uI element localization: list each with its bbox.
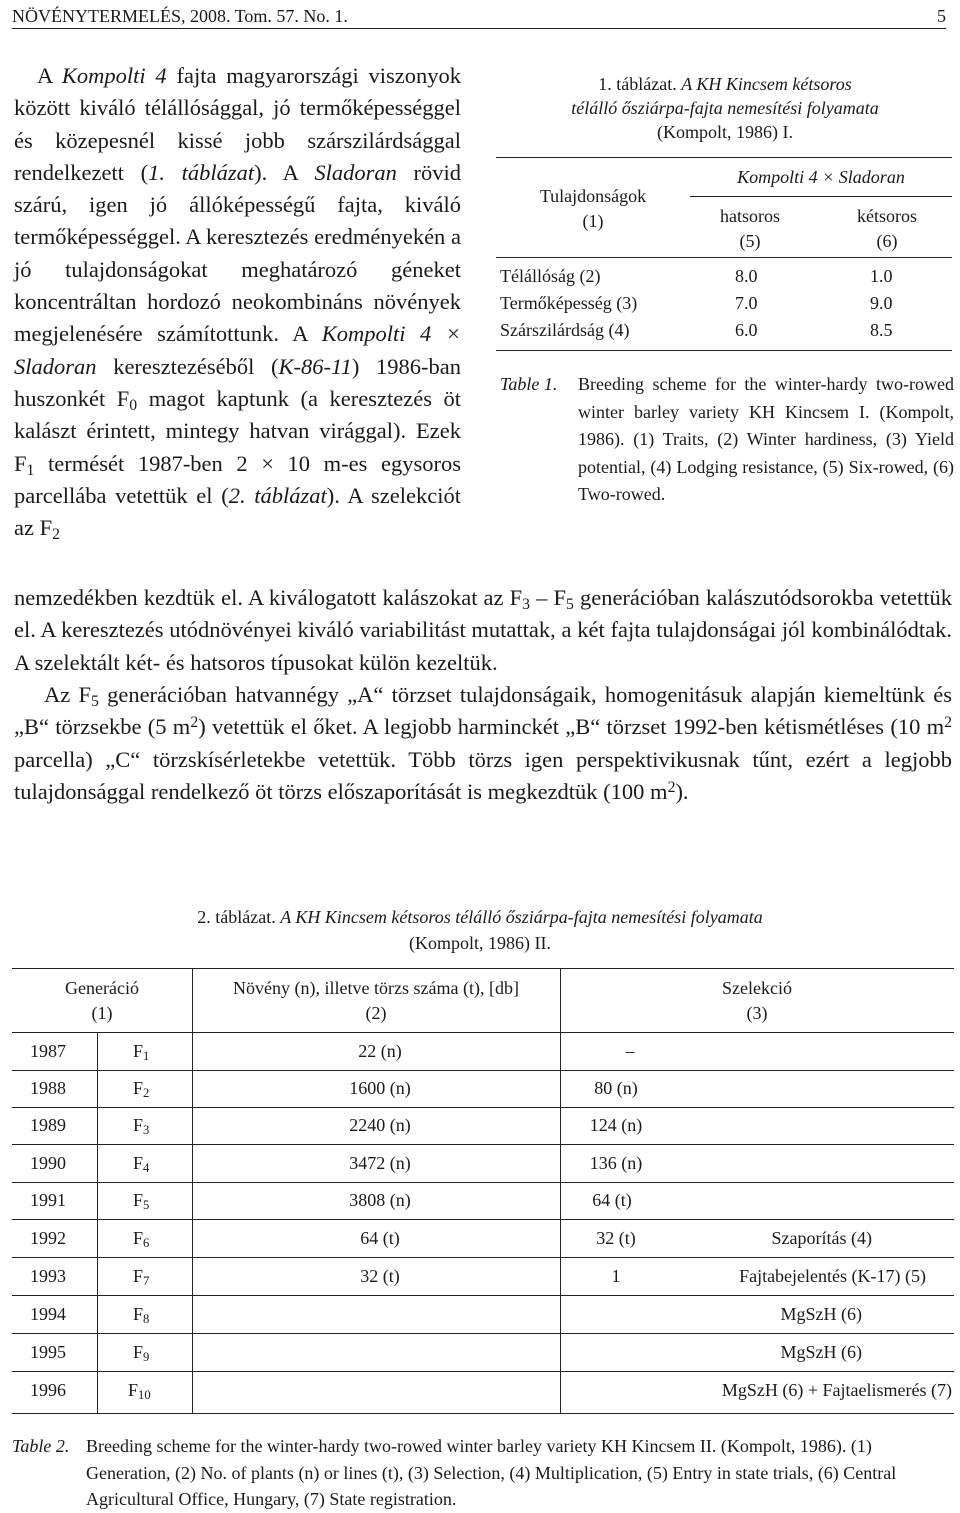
table-1-cell-value: 1.0 — [870, 266, 893, 286]
table-2-header-generation — [12, 976, 192, 1026]
table-2-plants: 2240 (n) — [349, 1115, 411, 1135]
table-1-cell-trait: Termőképesség (3) — [500, 293, 638, 313]
table-2-year: 1989 — [30, 1115, 66, 1135]
table-2-row-rule — [12, 1219, 954, 1220]
header-label: Tulajdonságok — [539, 186, 647, 206]
generation-letter: F — [133, 1190, 144, 1210]
table-2-generation — [133, 1304, 149, 1325]
table-1-header-tworow — [822, 204, 952, 254]
caption-title: télálló ősziárpa-fajta nemesítési folyamata — [571, 98, 879, 118]
generation-index: 7 — [143, 1274, 150, 1289]
table-2-lines: 80 (n) — [594, 1078, 638, 1098]
table-2-header-rule — [12, 1032, 954, 1033]
table-1-cell-value: 6.0 — [735, 320, 758, 340]
generation-letter: F — [133, 1342, 144, 1362]
caption-prefix: 1. táblázat. — [598, 74, 677, 94]
table-2-year: 1987 — [30, 1041, 66, 1061]
text-run: nemzedékben kezdtük el. A kiválogatott kalászokat az F — [14, 585, 523, 610]
generation-index: 9 — [143, 1350, 150, 1365]
text-run: rövid szárú, igen jó állóképességű fajta, kiváló termőképességgel. A keresztezés eredményekén a jó tulajdonságokat meghatározó géneket koncentráltan hordozó neokombináns növények megjelenésére számítottunk. A — [14, 159, 461, 347]
table-1-cell-value: 9.0 — [870, 293, 893, 313]
table-2-year: 1992 — [30, 1228, 66, 1248]
table-2-selection: Szaporítás (4) — [771, 1228, 872, 1248]
table-2-divider — [192, 968, 193, 1413]
generation-index: 3 — [143, 1123, 150, 1138]
table-2-generation — [133, 1266, 149, 1287]
table-2-selection: Fajtabejelentés (K-17) (5) — [739, 1266, 926, 1286]
table-2-row-rule — [12, 1333, 954, 1334]
variety-name: Sladoran — [314, 159, 397, 185]
table-2-plants: 3808 (n) — [349, 1190, 411, 1210]
text-run: ) 1986-ban huszonkét F — [14, 353, 461, 411]
table-2-footnote — [12, 1433, 954, 1513]
footnote-text: Breeding scheme for the winter-hardy two-rowed winter barley variety KH Kincsem I. (Kompolt, 1986). (1) Traits, (2) Winter hardiness, (3) Yield potential, (4) Lodging resistance, (5) Six-rowed, (6) Two-rowed. — [578, 374, 954, 504]
text-run: generációban hatvannégy „A“ törzset tulajdonságaik, homogenitásuk alapján kiemeltünk és „B“ törzsekbe (5 m — [14, 682, 952, 740]
caption-title: A KH Kincsem kétsoros télálló ősziárpa-fajta nemesítési folyamata — [280, 907, 763, 927]
variety-name: Kompolti 4 — [61, 63, 167, 88]
table-2-row-rule — [12, 1371, 954, 1372]
table-2-divider — [97, 1032, 98, 1413]
generation-index: 2 — [143, 1086, 150, 1101]
subscript: 1 — [26, 461, 35, 479]
table-2-row-rule — [12, 1182, 954, 1183]
text-run: termését 1987-ben 2 × 10 m-es egysoros parcellába vetettük el ( — [14, 450, 461, 508]
generation-index: 10 — [138, 1388, 151, 1403]
generation-index: 5 — [143, 1198, 150, 1213]
header-label: Növény (n), illetve törzs száma (t), [db] — [233, 978, 519, 998]
generation-letter: F — [133, 1304, 144, 1324]
page-number: 5 — [937, 6, 946, 26]
table-2-plants: 1600 (n) — [349, 1078, 411, 1098]
table-2-lines: 1 — [611, 1266, 621, 1286]
text-run: Az F — [44, 682, 91, 707]
paragraph-1-continuation — [14, 582, 952, 679]
table-2-selection: MgSzH (6) + Fajtaelismerés (7) — [721, 1380, 952, 1400]
table-1-header-cross: Kompolti 4 × Sladoran — [737, 167, 905, 187]
header-label: (1) — [582, 211, 604, 231]
table-2-year: 1990 — [30, 1153, 66, 1173]
text-run: generációban kalászutódsorokba vetettük el. A keresztezés utódnövényei kiváló variabilitást mutattak, a két fajta tulajdonságai jól kombinálódtak. A szelektált két- és hatsoros típusokat külön kezeltük. — [14, 585, 953, 675]
table-1-header-traits — [498, 184, 688, 234]
header-label: (2) — [365, 1003, 387, 1023]
text-run: magot kaptunk (a keresztezés öt kalászt érintett, mintegy hatvan virággal). Ezek F — [14, 385, 461, 476]
caption-prefix: 2. táblázat. — [197, 907, 276, 927]
generation-letter: F — [133, 1228, 144, 1248]
table-reference: 2. táblázat — [228, 482, 327, 508]
footnote-text: Breeding scheme for the winter-hardy two-rowed winter barley variety KH Kincsem II. (Kompolt, 1986). (1) Generation, (2) No. of plants (n) or lines (t), (3) Selection, (4) Multiplication, (5) Entry in state trials, (6) Central Agricultural Office, Hungary, (7) State registration. — [86, 1436, 897, 1509]
table-2-lines: – — [625, 1041, 635, 1061]
table-2-plants: 64 (t) — [360, 1228, 400, 1248]
table-1-header-sixrow — [690, 204, 810, 254]
text-run: ). A — [254, 159, 315, 185]
table-2-generation — [133, 1078, 149, 1099]
text-run: fajta magyarországi viszonyok között kiváló télállósággal, jó termőképességgel és közepesnél kissé jobb szárszilárdsággal rendelkezett ( — [14, 63, 461, 185]
footnote-label: Table 2. — [12, 1436, 70, 1456]
running-header — [12, 6, 946, 29]
table-2-generation — [133, 1190, 149, 1211]
subscript: 5 — [90, 692, 99, 710]
table-2-year: 1991 — [30, 1190, 66, 1210]
table-2-row-rule — [12, 1257, 954, 1258]
generation-index: 8 — [143, 1312, 150, 1327]
table-2-lines: 124 (n) — [589, 1115, 643, 1135]
generation-index: 1 — [143, 1049, 150, 1064]
header-label: Generáció — [65, 978, 139, 998]
header-label: (3) — [746, 1003, 768, 1023]
table-1-cell-trait: Télállóság (2) — [500, 266, 601, 286]
table-2-lines: 32 (t) — [596, 1228, 636, 1248]
table-2-generation — [128, 1380, 151, 1401]
cross-name: Kompolti 4 × Sladoran — [14, 321, 461, 379]
table-1-cell-value: 8.5 — [870, 320, 893, 340]
text-run: A — [37, 63, 62, 88]
table-2-plants: 22 (n) — [358, 1041, 402, 1061]
generation-letter: F — [133, 1153, 144, 1173]
header-label: hatsoros — [720, 206, 780, 226]
table-2-year: 1993 — [30, 1266, 66, 1286]
table-2-caption — [0, 904, 960, 956]
superscript: 2 — [944, 714, 952, 732]
table-reference: 1. táblázat — [148, 159, 255, 185]
table-2-header-selection — [560, 976, 954, 1026]
subscript: 3 — [522, 595, 531, 613]
superscript: 2 — [190, 714, 199, 732]
text-run: keresztezéséből ( — [96, 353, 279, 379]
table-2-row-rule — [12, 1107, 954, 1108]
generation-letter: F — [133, 1078, 144, 1098]
text-run: ) vetettük el őket. A legjobb harminckét „B“ törzset 1992-ben kétismétléses (10 m — [198, 714, 945, 740]
table-2-generation — [133, 1041, 149, 1062]
table-2-year: 1994 — [30, 1304, 66, 1324]
table-2-lines: 64 (t) — [592, 1190, 632, 1210]
table-1-header-rule — [496, 257, 952, 258]
text-run: parcella) „C“ törzskísérletekbe vetettük. Több törzs igen perspektivikusnak tűnt, ezért a legjobb tulajdonsággal rendelkező öt törzs előszaporítását is megkezdtük (100 m — [14, 746, 952, 804]
table-2-selection: MgSzH (6) — [780, 1304, 862, 1324]
paragraph-1-column — [14, 60, 461, 544]
table-1-span-rule — [690, 196, 952, 197]
table-2-generation — [133, 1153, 149, 1174]
table-2-plants: 32 (t) — [360, 1266, 400, 1286]
text-run: ). — [675, 778, 689, 804]
caption-suffix: (Kompolt, 1986) I. — [657, 122, 793, 142]
table-1-cell-value: 7.0 — [735, 293, 758, 313]
table-2-row-rule — [12, 1295, 954, 1296]
table-1-footnote — [500, 371, 954, 509]
header-label: Szelekció — [722, 978, 792, 998]
table-2-row-rule — [12, 1070, 954, 1071]
cross-code: K-86-11 — [278, 353, 352, 379]
generation-index: 6 — [143, 1236, 150, 1251]
header-label: (1) — [91, 1003, 113, 1023]
caption-title: A KH Kincsem kétsoros — [681, 74, 852, 94]
subscript: 0 — [129, 396, 138, 414]
table-2-year: 1996 — [30, 1380, 66, 1400]
table-2-generation — [133, 1115, 149, 1136]
table-1-bottom-rule — [496, 350, 952, 351]
header-label: (5) — [739, 231, 761, 251]
header-label: kétsoros — [857, 206, 917, 226]
table-1-cell-value: 8.0 — [735, 266, 758, 286]
table-2-generation — [133, 1228, 149, 1249]
journal-title: NÖVÉNYTERMELÉS, 2008. Tom. 57. No. 1. — [12, 6, 348, 26]
table-2-year: 1995 — [30, 1342, 66, 1362]
subscript: 2 — [52, 526, 60, 544]
generation-letter: F — [133, 1041, 144, 1061]
caption-suffix: (Kompolt, 1986) II. — [409, 933, 551, 953]
footnote-label: Table 1. — [500, 374, 558, 394]
table-2-bottom-rule — [12, 1413, 954, 1414]
table-1-caption — [490, 72, 960, 144]
generation-letter: F — [133, 1266, 144, 1286]
table-2-lines: 136 (n) — [589, 1153, 643, 1173]
generation-letter: F — [128, 1380, 139, 1400]
paragraph-2 — [14, 679, 952, 808]
table-2-plants: 3472 (n) — [349, 1153, 411, 1173]
superscript: 2 — [667, 778, 676, 796]
table-1-cell-trait: Szárszilárdság (4) — [500, 320, 630, 340]
subscript: 5 — [565, 595, 574, 613]
generation-index: 4 — [143, 1161, 150, 1176]
table-2-selection: MgSzH (6) — [780, 1342, 862, 1362]
table-2-top-rule — [12, 968, 954, 969]
table-2-generation — [133, 1342, 149, 1363]
text-run: ). A szelekciót az F — [14, 482, 461, 541]
text-run: – F — [530, 585, 566, 610]
table-1-top-rule — [496, 157, 952, 158]
table-2-header-plants — [192, 976, 560, 1026]
header-label: (6) — [876, 231, 898, 251]
table-2-year: 1988 — [30, 1078, 66, 1098]
generation-letter: F — [133, 1115, 144, 1135]
table-2-row-rule — [12, 1144, 954, 1145]
